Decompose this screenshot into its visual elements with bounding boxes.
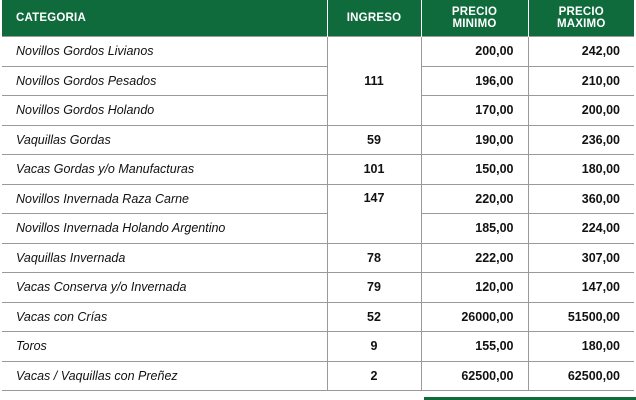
cell-categoria: Vacas Gordas y/o Manufacturas — [2, 155, 327, 185]
table-row — [2, 155, 634, 185]
table-row — [2, 243, 634, 273]
cell-maximo: 147,00 — [528, 273, 634, 303]
price-table — [2, 0, 634, 391]
table-row — [2, 361, 634, 391]
cell-categoria: Vaquillas Invernada — [2, 243, 327, 273]
cell-categoria: Vacas con Crías — [2, 302, 327, 332]
cell-minimo: 196,00 — [421, 66, 528, 96]
table-row — [2, 273, 634, 303]
cell-maximo: 51500,00 — [528, 302, 634, 332]
cell-minimo: 185,00 — [421, 214, 528, 244]
cell-ingreso: 79 — [327, 273, 421, 303]
cell-categoria: Novillos Gordos Holando — [2, 96, 327, 126]
cell-ingreso: 59 — [327, 125, 421, 155]
cell-maximo: 200,00 — [528, 96, 634, 126]
cell-minimo: 170,00 — [421, 96, 528, 126]
cell-minimo: 62500,00 — [421, 361, 528, 391]
table-row — [2, 125, 634, 155]
header-ingreso: INGRESO — [327, 0, 421, 37]
table-row — [2, 302, 634, 332]
cell-ingreso-group: 147 — [327, 184, 421, 243]
cell-maximo: 180,00 — [528, 155, 634, 185]
cell-ingreso-group: 111 — [327, 37, 421, 126]
cell-maximo: 224,00 — [528, 214, 634, 244]
cell-ingreso: 52 — [327, 302, 421, 332]
cell-maximo: 242,00 — [528, 37, 634, 67]
cell-minimo: 190,00 — [421, 125, 528, 155]
table-header — [2, 0, 634, 37]
table-row — [2, 214, 634, 244]
table-row — [2, 37, 634, 67]
cell-maximo: 62500,00 — [528, 361, 634, 391]
header-precio-maximo: PRECIO MAXIMO — [528, 0, 634, 37]
cell-minimo: 150,00 — [421, 155, 528, 185]
cell-categoria: Novillos Invernada Raza Carne — [2, 184, 327, 214]
cell-ingreso: 78 — [327, 243, 421, 273]
cell-categoria: Vacas / Vaquillas con Preñez — [2, 361, 327, 391]
header-precio-minimo: PRECIO MINIMO — [421, 0, 528, 37]
cell-ingreso: 2 — [327, 361, 421, 391]
cell-minimo: 222,00 — [421, 243, 528, 273]
cell-maximo: 180,00 — [528, 332, 634, 362]
cell-maximo: 210,00 — [528, 66, 634, 96]
cell-categoria: Novillos Gordos Livianos — [2, 37, 327, 67]
cell-categoria: Vaquillas Gordas — [2, 125, 327, 155]
cell-categoria: Novillos Invernada Holando Argentino — [2, 214, 327, 244]
cell-minimo: 220,00 — [421, 184, 528, 214]
cell-categoria: Toros — [2, 332, 327, 362]
cell-categoria: Novillos Gordos Pesados — [2, 66, 327, 96]
cell-maximo: 307,00 — [528, 243, 634, 273]
cell-ingreso: 101 — [327, 155, 421, 185]
cell-categoria: Vacas Conserva y/o Invernada — [2, 273, 327, 303]
table-row — [2, 66, 634, 96]
cell-minimo: 200,00 — [421, 37, 528, 67]
cell-maximo: 236,00 — [528, 125, 634, 155]
cell-ingreso: 9 — [327, 332, 421, 362]
cell-minimo: 155,00 — [421, 332, 528, 362]
header-categoria: CATEGORIA — [2, 0, 327, 37]
table-row — [2, 332, 634, 362]
cell-maximo: 360,00 — [528, 184, 634, 214]
table-row — [2, 184, 634, 214]
cell-minimo: 120,00 — [421, 273, 528, 303]
table-row — [2, 96, 634, 126]
cell-minimo: 26000,00 — [421, 302, 528, 332]
